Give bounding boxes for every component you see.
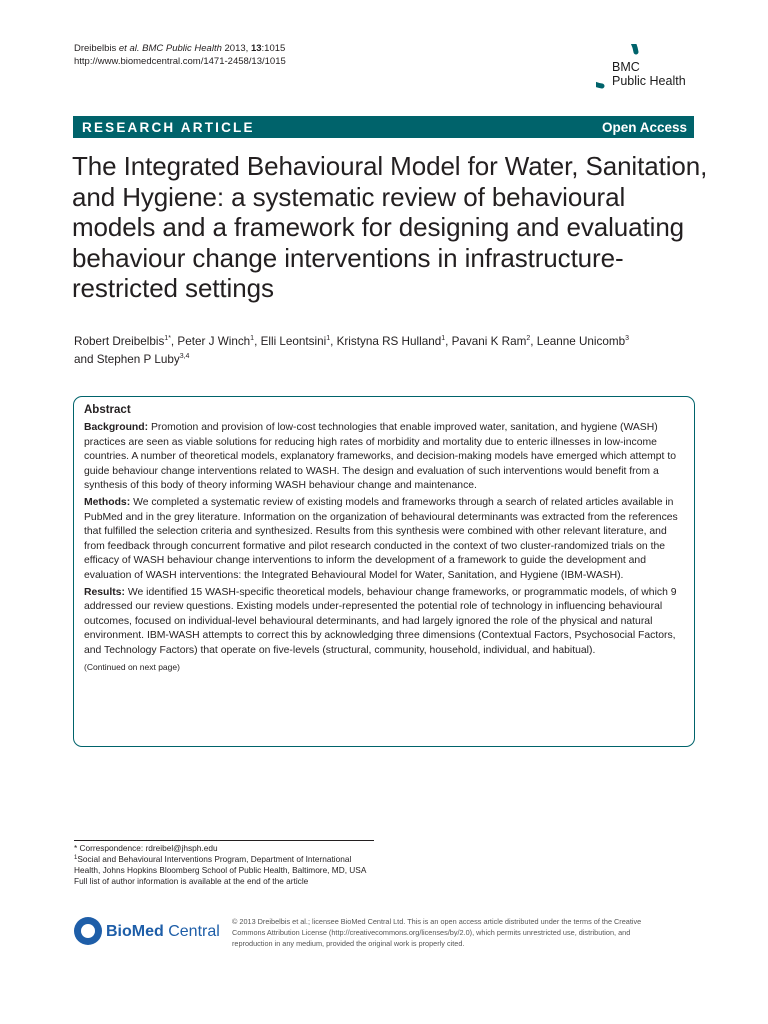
citation-etal: et al. — [118, 43, 140, 54]
continued-note: (Continued on next page) — [84, 661, 180, 672]
citation-journal: BMC Public Health — [142, 43, 222, 54]
methods-text: We completed a systematic review of existing models and frameworks through a search of related articles available in PubMed and in the grey literature. Information on the organization of behavioural determinants was extracted from the references that fulfilled the selection criteria and synthesized. Results from this synthesis were combined with other relevant literature, and from feedback through concurrent formative and pilot research conducted in the context of two cluster-randomized trials on the efficacy of WASH behaviour change interventions to inform the development of a framework to guide the development and evaluation of WASH interventions: the Integrated Behavioural Model for Water, Sanitation, and Hygiene (IBM-WASH). — [84, 496, 678, 581]
article-type-banner — [73, 116, 694, 138]
journal-logo — [596, 44, 706, 100]
biomed-central-wordmark: BioMed Central — [106, 923, 220, 940]
correspondence[interactable]: * Correspondence: rdreibel@jhsph.edu — [74, 843, 218, 853]
footnotes — [74, 843, 374, 887]
author[interactable]: Pavani K Ram$^2$ — [451, 335, 531, 348]
author[interactable]: Leanne Unicomb$^3$ — [536, 335, 629, 348]
footnote-divider — [74, 840, 374, 841]
affiliation-text: Social and Behavioural Interventions Program, Department of International Health, Johns Hopkins Bloomberg School of Public Health, Baltimore, MD, USA — [74, 854, 367, 875]
background-label: Background: — [84, 422, 149, 433]
background-text: Promotion and provision of low-cost technologies that enable improved water, sanitation, and hygiene (WASH) practices are seen as viable solutions for reducing high rates of morbidity and mortality due to enteric illnesses in low-income countries. A number of theoretical models, explanatory frameworks, and decision-making models have emerged which attempt to guide behaviour change interventions related to WASH. The design and evaluation of such interventions would benefit from a synthesis of this body of theory informing WASH behaviour change and maintenance. — [84, 422, 676, 492]
author[interactable]: Robert Dreibelbis$^{1*}$ — [74, 335, 171, 348]
citation-header — [74, 42, 286, 68]
author[interactable]: and Stephen P Luby$^{3,4}$ — [74, 353, 190, 366]
journal-logo-text — [612, 60, 686, 88]
abstract-heading: Abstract — [84, 404, 131, 416]
results-label: Results: — [84, 586, 125, 598]
citation-authors: Dreibelbis — [74, 43, 117, 54]
citation-year: 2013, — [224, 43, 249, 54]
author-info-note: Full list of author information is available at the end of the article — [74, 876, 309, 886]
article-type: RESEARCH ARTICLE — [82, 119, 255, 135]
article-title: The Integrated Behavioural Model for Water, Sanitation, and Hygiene: a systematic review of behavioural models and a framework for designing and evaluating behaviour change interventions in infrastructure-restricted settings — [72, 151, 708, 303]
biomed-central-logo — [74, 913, 224, 951]
journal-logo-line1: BMC — [612, 60, 640, 74]
author[interactable]: Elli Leontsini$^1$ — [260, 335, 331, 348]
biomed-central-circle-icon — [74, 917, 102, 945]
author-list: Robert Dreibelbis$^{1*}$, Peter J Winch$^1$, Elli Leontsini$^1$, Kristyna RS Hulland$^1$, Pavani K Ram$^2$, Leanne Unicomb$^3$ and Stephen P Luby$^{3,4}$ — [74, 335, 629, 366]
license-text: © 2013 Dreibelbis et al.; licensee BioMed Central Ltd. This is an open access article distributed under the terms of the Creative Commons Attribution License (http://creativecommons.org/licenses/by/2.0), which permits unrestricted use, distribution, and reproduction in any medium, provided the original work is properly cited. — [232, 917, 642, 948]
abstract-methods — [84, 496, 684, 584]
author[interactable]: Kristyna RS Hulland$^1$ — [336, 335, 446, 348]
citation-volume: 13 — [250, 43, 262, 54]
open-access-label: Open Access — [601, 119, 687, 135]
abstract-results — [84, 586, 684, 659]
affiliation — [74, 854, 374, 876]
results-text: We identified 15 WASH-specific theoretical models, behaviour change frameworks, or programmatic models, of which 9 addressed our review questions. Existing models under-represented the potential role of technology in influencing behavioural outcomes, focused on individual-level behavioural determinants, and had largely ignored the role of the physical and natural environment. IBM-WASH attempts to correct this by acknowledging three dimensions (Contextual Factors, Psychosocial Factors, and Technology Factors) that operate on five-levels (structural, community, household, individual, and habitual). — [84, 586, 677, 656]
citation-article: :1015 — [261, 43, 286, 54]
citation-line — [74, 42, 286, 55]
methods-label: Methods: — [84, 496, 131, 508]
affiliation-sup: 1 — [74, 855, 78, 861]
article-url[interactable]: http://www.biomedcentral.com/1471-2458/13/1015 — [74, 56, 286, 67]
author[interactable]: Peter J Winch$^1$ — [177, 335, 255, 348]
abstract-box — [73, 396, 695, 747]
journal-logo-line2: Public Health — [612, 74, 686, 88]
abstract-background — [84, 421, 684, 494]
